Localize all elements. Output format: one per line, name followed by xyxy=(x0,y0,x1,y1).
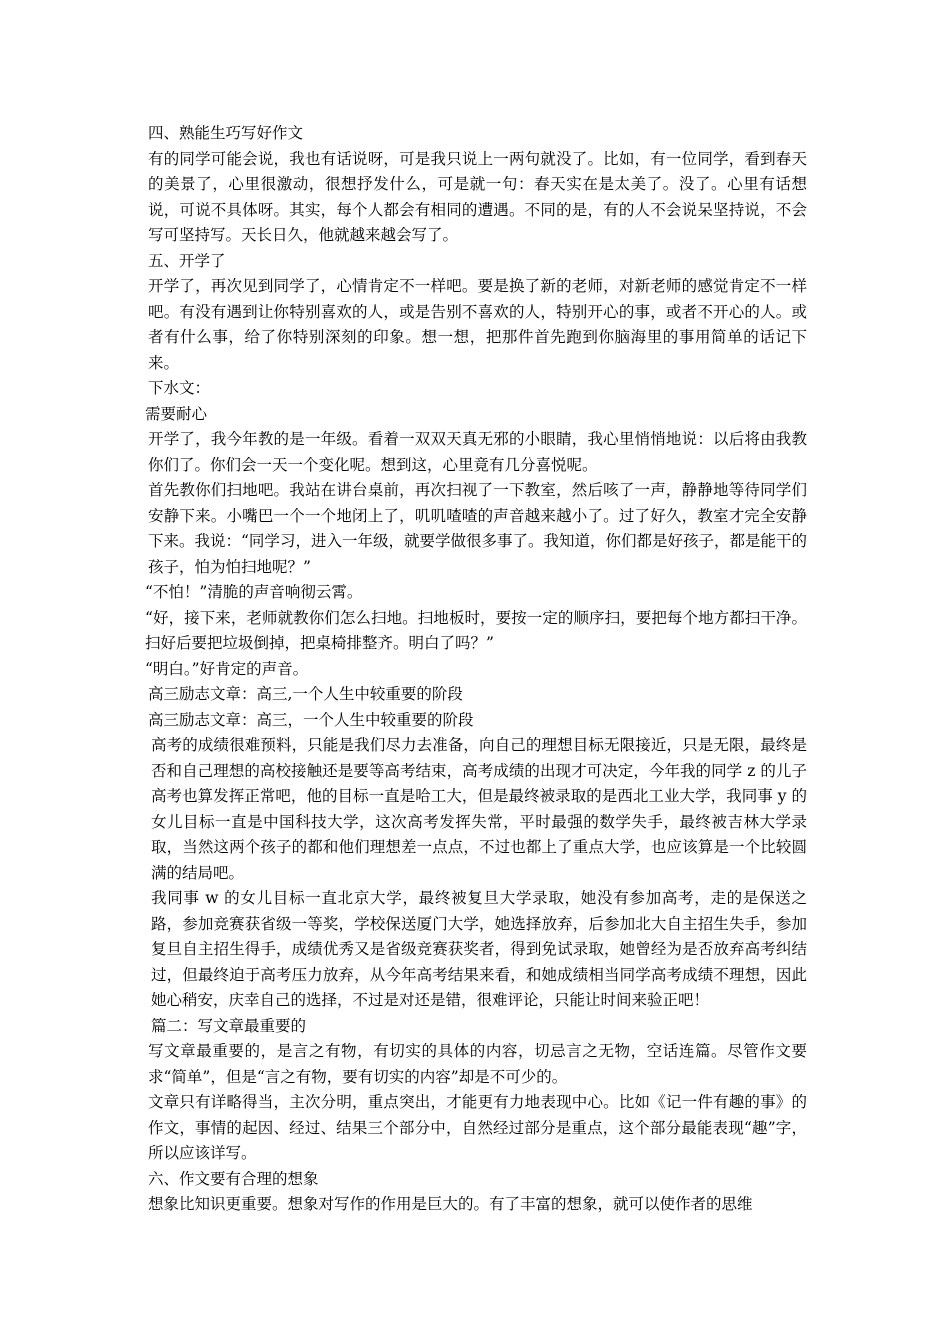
body-paragraph: 有的同学可能会说，我也有话说呀，可是我只说上一两句就没了。比如，有一位同学，看到春天的美景了，心里很激动，很想抒发什么，可是就一句：春天实在是太美了。没了。心里有话想说，可说不具体呀。其实，每个人都会有相同的遭遇。不同的是，有的人不会说呆坚持说，不会写可坚持写。天长日久，他就越来越会写了。 xyxy=(148,149,807,244)
section-heading: 五、开学了 xyxy=(148,251,226,270)
section-heading: 四、熟能生巧写好作文 xyxy=(148,124,304,142)
section-heading: 篇二：写文章最重要的 xyxy=(151,1016,307,1035)
dialogue-line: “好，接下来，老师就教你们怎么扫地。扫地板时，要按一定的顺序扫，要把每个地方都扫干净。扫好后要把垃圾倒掉，把桌椅排整齐。明白了吗？” xyxy=(145,608,807,652)
article-title: 高三励志文章：高三，一个人生中较重要的阶段 xyxy=(148,710,474,729)
article-title: 高三励志文章：高三,一个人生中较重要的阶段 xyxy=(148,685,463,703)
section-heading: 六、作文要有合理的想象 xyxy=(148,1169,319,1188)
body-paragraph: 开学了，再次见到同学了，心情肯定不一样吧。要是换了新的老师，对新老师的感觉肯定不一样吧。有没有遇到让你特别喜欢的人，或是告别不喜欢的人，特别开心的事，或者不开心的人。或者有什么事，给了你特别深刻的印象。想一想，把那件首先跑到你脑海里的事用简单的话记下来。 xyxy=(148,277,807,372)
label-line: 下水文： xyxy=(148,379,211,397)
dialogue-line: “明白。”好肯定的声音。 xyxy=(145,659,309,678)
body-paragraph: 首先教你们扫地吧。我站在讲台桌前，再次扫视了一下教室，然后咳了一声，静静地等待同学们安静下来。小嘴巴一个一个地闭上了，叽叽喳喳的声音越来越小了。过了好久，教室才完全安静下来。我说：“同学习，进入一年级，就要学做很多事了。我知道，你们都是好孩子，都是能干的孩子，怕为怕扫地呢？” xyxy=(148,481,807,576)
dialogue-line: “不怕！”清脆的声音响彻云霄。 xyxy=(145,583,363,601)
body-paragraph: 写文章最重要的，是言之有物，有切实的具体的内容，切忌言之无物，空话连篇。尽管作文要求“简单”，但是“言之有物，要有切实的内容”却是不可少的。 xyxy=(148,1042,807,1086)
body-paragraph: 高考的成绩很难预料，只能是我们尽力去准备，向自己的理想目标无限接近，只是无限，最终是否和自己理想的高校接触还是要等高考结束，高考成绩的出现才可决定，今年我的同学 z 的儿子高考也算发挥正常吧，他的目标一直是哈工大，但是最终被录取的是西北工业大学，我同事 y 的女儿目标一直是中国科技大学，这次高考发挥失常，平时最强的数学失手，最终被吉林大学录取，当然这两个孩子的都和他们理想差一点点，不过也都上了重点大学，也应该算是一个比较圆满的结局吧。 xyxy=(151,736,807,882)
essay-title: 需要耐心 xyxy=(145,404,208,423)
document-page xyxy=(145,121,807,1218)
body-paragraph: 开学了，我今年教的是一年级。看着一双双天真无邪的小眼睛，我心里悄悄地说：以后将由我教你们了。你们会一天一个变化呢。想到这，心里竟有几分喜悦呢。 xyxy=(148,430,807,474)
body-paragraph: 想象比知识更重要。想象对写作的作用是巨大的。有了丰富的想象，就可以使作者的思维 xyxy=(148,1195,753,1213)
body-paragraph: 我同事 w 的女儿目标一直北京大学，最终被复旦大学录取，她没有参加高考，走的是保送之路，参加竞赛获省级一等奖，学校保送厦门大学，她选择放弃，后参加北大自主招生失手，参加复旦自主招生得手，成绩优秀又是省级竞赛获奖者，得到免试录取，她曾经为是否放弃高考纠结过，但最终迫于高考压力放弃，从今年高考结果来看，和她成绩相当同学高考成绩不理想，因此她心稍安，庆幸自己的选择，不过是对还是错，很难评论，只能让时间来验正吧！ xyxy=(151,889,807,1009)
body-paragraph: 文章只有详略得当，主次分明，重点突出，才能更有力地表现中心。比如《记一件有趣的事》的作文，事情的起因、经过、结果三个部分中，自然经过部分是重点，这个部分最能表现“趣”字，所以应该详写。 xyxy=(148,1093,807,1162)
